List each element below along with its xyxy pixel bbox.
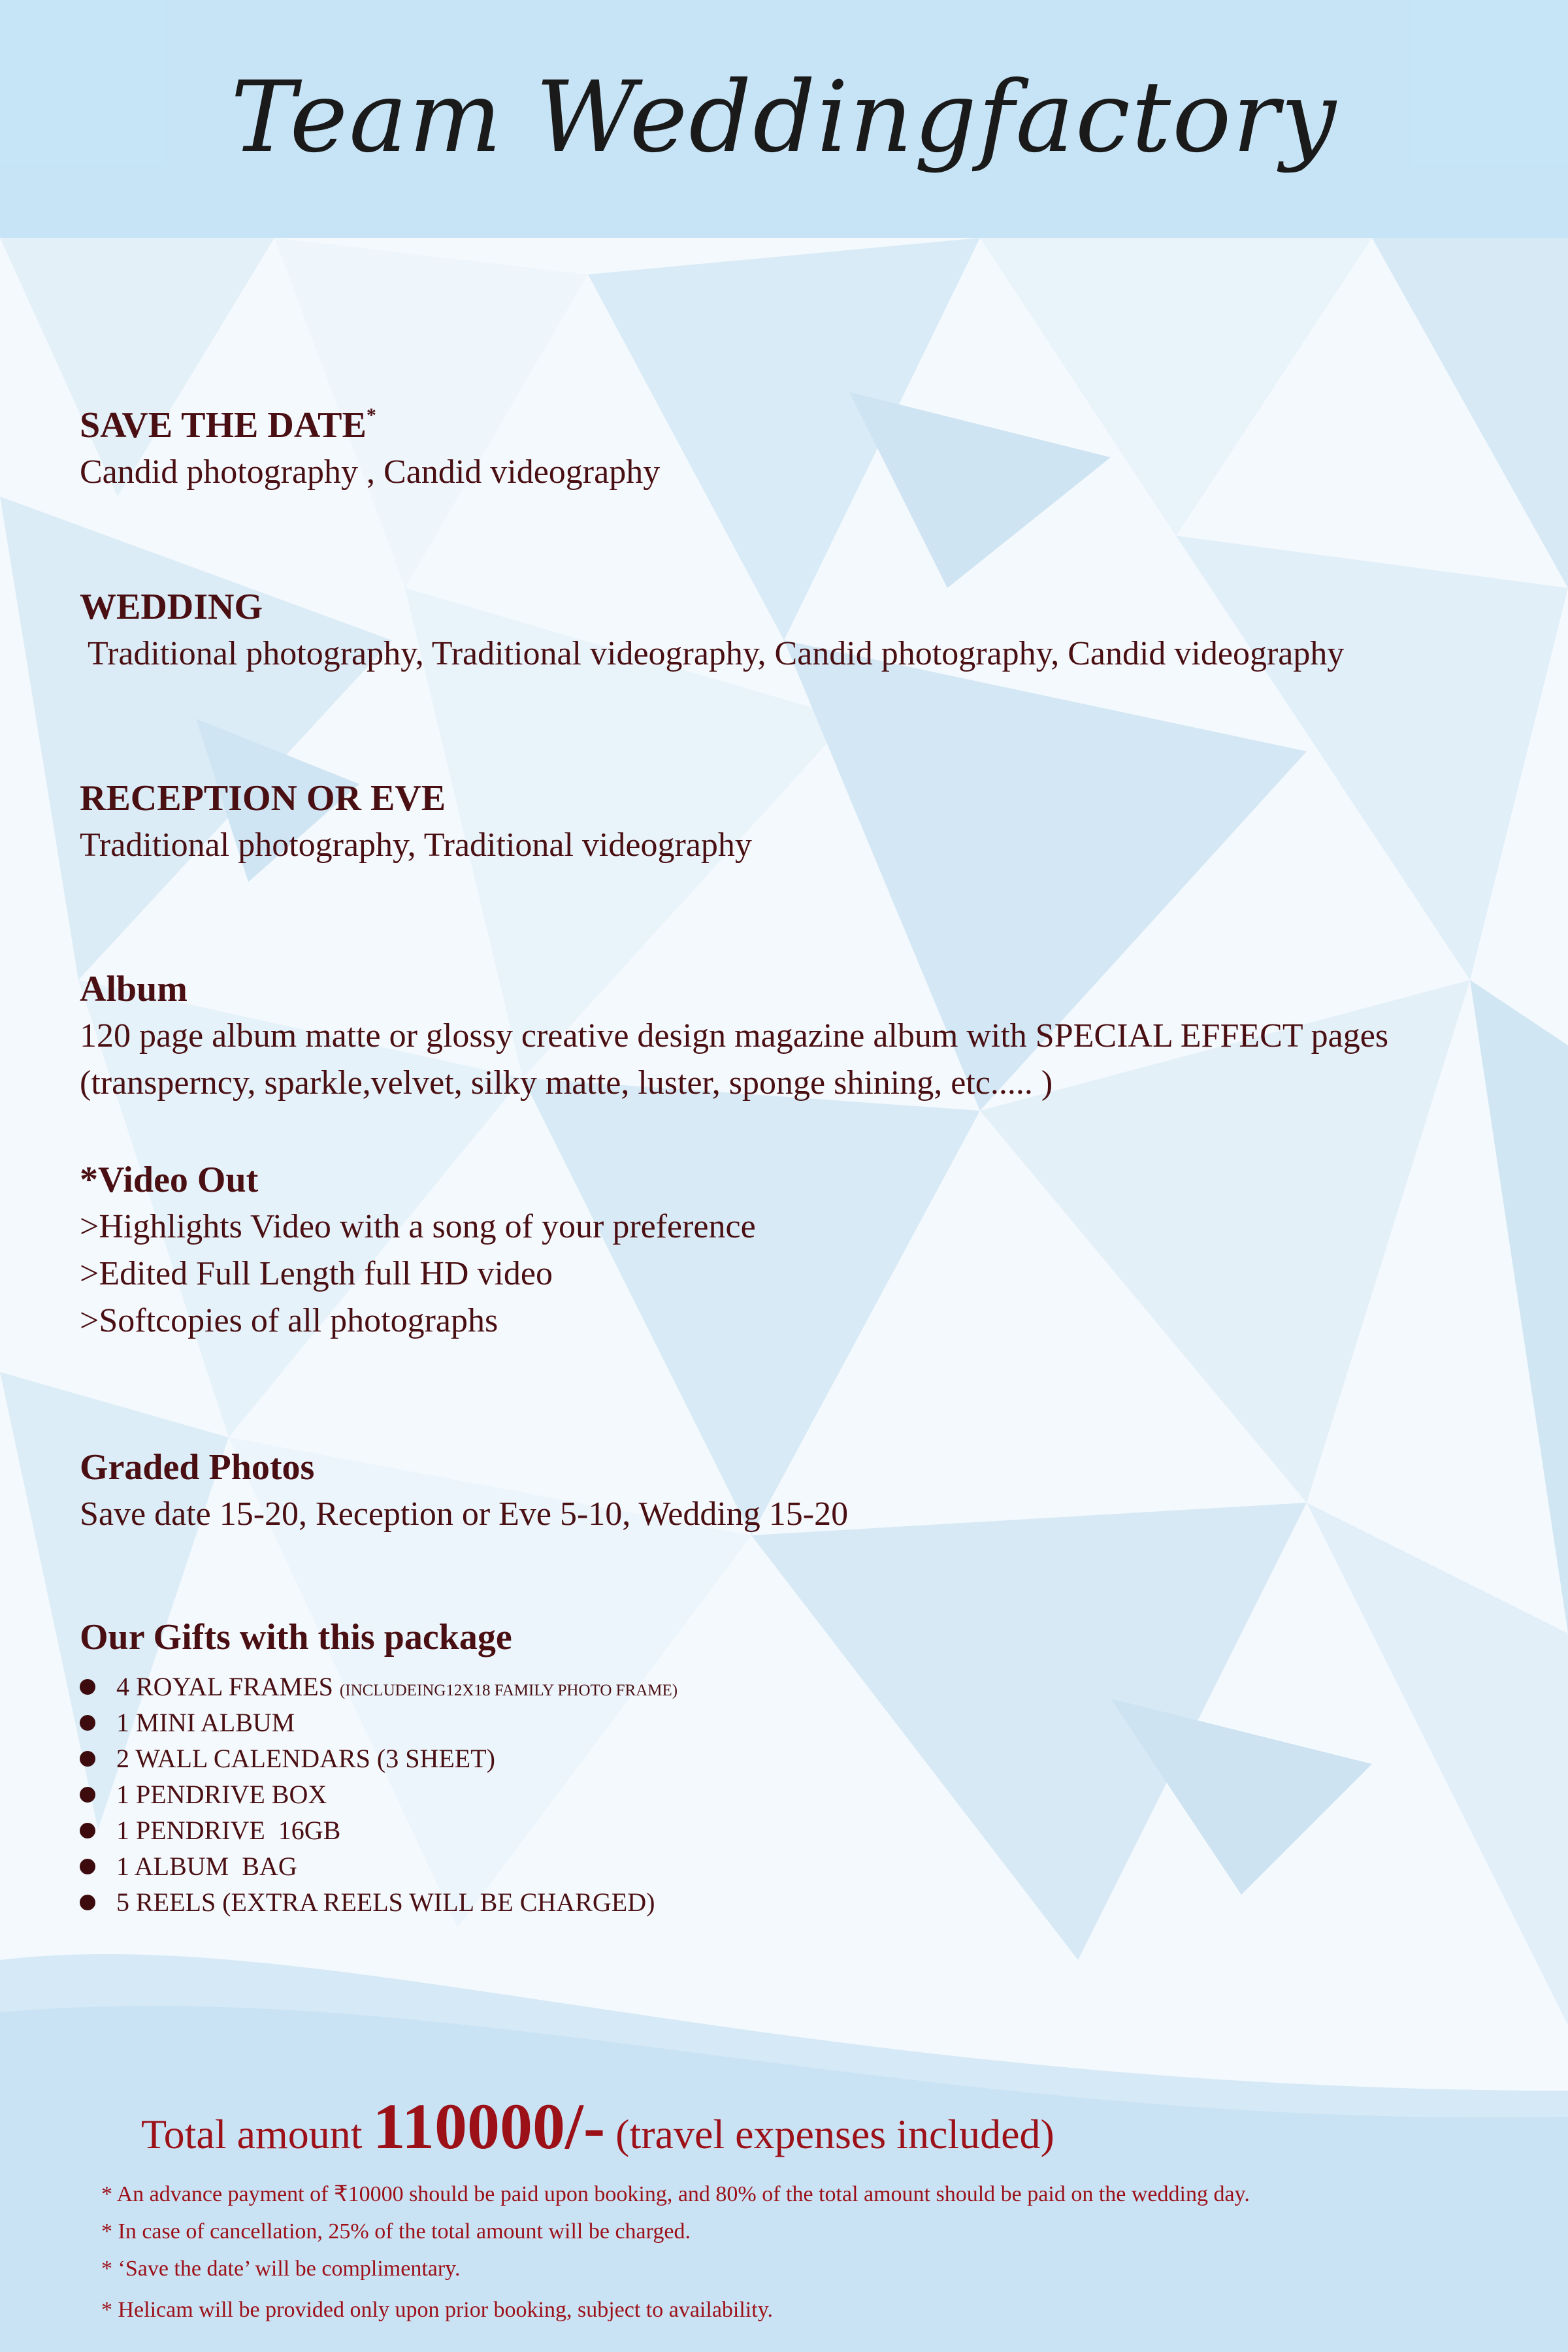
gift-label: 1 ALBUM BAG (116, 1852, 297, 1881)
gift-label: 1 PENDRIVE 16GB (116, 1816, 341, 1845)
section-save-the-date (80, 392, 1517, 496)
gift-label: 5 REELS (EXTRA REELS WILL BE CHARGED) (116, 1887, 655, 1917)
total-amount (141, 2087, 1054, 2174)
section-heading: *Video Out (80, 1160, 259, 1200)
footnote-helicam: * Helicam will be provided only upon prior booking, subject to availability. (101, 2298, 773, 2322)
brand-title: Team Weddingfactory (231, 61, 1337, 174)
section-heading: SAVE THE DATE* (80, 404, 376, 446)
total-prefix: Total amount (141, 2111, 363, 2157)
section-album (80, 966, 1517, 1107)
footnote-cancellation: * In case of cancellation, 25% of the total amount will be charged. (101, 2219, 691, 2244)
gift-label: 1 PENDRIVE BOX (116, 1780, 327, 1809)
section-reception (80, 775, 1517, 869)
total-value: 110000/- (372, 2090, 606, 2163)
section-wedding (80, 583, 1517, 678)
gift-label: 4 ROYAL FRAMES (INCLUDEING12X18 FAMILY PHOTO FRAME) (116, 1672, 678, 1701)
gift-label: 1 MINI ALBUM (116, 1708, 295, 1737)
footnote-advance: * An advance payment of ₹10000 should be paid upon booking, and 80% of the total amount should be paid on the wedding day. (101, 2182, 1250, 2206)
bullet-icon (80, 1859, 95, 1874)
gifts-title: Our Gifts with this package (80, 1617, 512, 1658)
section-video-out (80, 1156, 1517, 1345)
gift-note: (INCLUDEING12X18 FAMILY PHOTO FRAME) (339, 1682, 678, 1699)
section-heading: RECEPTION OR EVE (80, 778, 446, 819)
section-heading: Graded Photos (80, 1447, 315, 1488)
gift-item (80, 1776, 1517, 1812)
total-suffix: (travel expenses included) (615, 2111, 1054, 2157)
footnote-save-the-date: * ‘Save the date’ will be complimentary. (101, 2257, 461, 2281)
gift-item (80, 1705, 1517, 1740)
bullet-icon (80, 1823, 95, 1838)
section-line: >Edited Full Length full HD video (80, 1255, 553, 1292)
section-line: >Softcopies of all photographs (80, 1302, 498, 1339)
gift-item (80, 1884, 1517, 1920)
bullet-icon (80, 1787, 95, 1803)
section-line: >Highlights Video with a song of your preference (80, 1208, 756, 1245)
gift-label: 2 WALL CALENDARS (3 SHEET) (116, 1744, 495, 1773)
gift-item (80, 1848, 1517, 1884)
gifts-section (80, 1614, 1517, 1920)
section-line: (transperncy, sparkle,velvet, silky matte, luster, sponge shining, etc..... ) (80, 1064, 1053, 1102)
section-graded-photos (80, 1444, 1517, 1538)
section-heading: WEDDING (80, 587, 263, 627)
gift-item (80, 1669, 1517, 1705)
gift-item (80, 1812, 1517, 1848)
bullet-icon (80, 1751, 95, 1767)
section-line: Traditional photography, Traditional videography (80, 826, 752, 864)
section-line: Save date 15-20, Reception or Eve 5-10, Wedding 15-20 (80, 1495, 849, 1533)
bullet-icon (80, 1679, 95, 1695)
section-line: Traditional photography, Traditional videography, Candid photography, Candid videography (80, 635, 1345, 672)
bullet-icon (80, 1715, 95, 1731)
gift-item (80, 1740, 1517, 1776)
section-line: Candid photography , Candid videography (80, 453, 661, 491)
section-heading: Album (80, 969, 188, 1009)
section-line: 120 page album matte or glossy creative design magazine album with SPECIAL EFFECT pages (80, 1017, 1389, 1054)
bullet-icon (80, 1895, 95, 1910)
